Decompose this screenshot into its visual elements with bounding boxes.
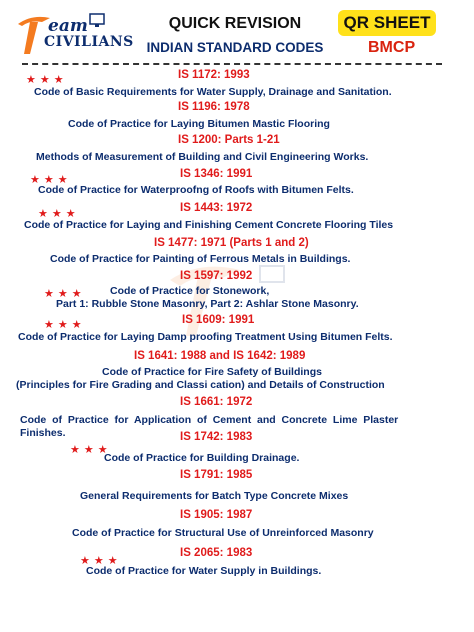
code-title-line2: (Principles for Fire Grading and Classi cation) and Details of Construction	[16, 379, 385, 391]
code-number: IS 1346: 1991	[180, 168, 253, 180]
team-civilians-logo	[12, 10, 134, 56]
code-number: IS 1905: 1987	[180, 509, 253, 521]
importance-stars: ★★★	[80, 555, 122, 567]
code-title: Code of Practice for Water Supply in Buildings.	[86, 565, 322, 577]
importance-stars: ★★★	[44, 319, 86, 331]
code-number: IS 1609: 1991	[182, 314, 255, 326]
code-title: Code of Practice for Painting of Ferrous Metals in Buildings.	[50, 253, 351, 265]
page-subtitle: INDIAN STANDARD CODES	[146, 40, 324, 55]
code-number: IS 1597: 1992	[180, 270, 253, 282]
code-title: Code of Practice for Application of Cement and Concrete Lime Plaster	[20, 414, 399, 426]
logo-text-civilians: CIVILIANS	[44, 34, 134, 50]
code-title: Code of Practice for Fire Safety of Buildings	[102, 366, 322, 378]
importance-stars: ★★★	[70, 444, 112, 456]
code-title: Code of Practice for Laying Damp proofing Treatment Using Bitumen Felts.	[18, 331, 393, 343]
code-title: Code of Practice for Waterproofng of Roofs with Bitumen Felts.	[38, 184, 354, 196]
code-number: IS 1200: Parts 1-21	[178, 134, 280, 146]
importance-stars: ★★★	[38, 208, 80, 220]
code-title: Code of Practice for Building Drainage.	[104, 452, 300, 464]
logo-text-team: eam	[48, 16, 88, 36]
page-title: QUICK REVISION	[168, 15, 302, 32]
code-title: Code of Practice for Laying and Finishing Cement Concrete Flooring Tiles	[24, 219, 394, 231]
code-number: IS 1477: 1971 (Parts 1 and 2)	[154, 237, 309, 249]
code-title: Code of Practice for Laying Bitumen Mastic Flooring	[68, 118, 330, 130]
importance-stars: ★★★	[26, 74, 68, 86]
code-number: IS 1742: 1983	[180, 431, 253, 443]
code-title-line2: Part 1: Rubble Stone Masonry, Part 2: Ashlar Stone Masonry.	[56, 298, 359, 310]
code-title: General Requirements for Batch Type Concrete Mixes	[80, 490, 349, 502]
importance-stars: ★★★	[44, 288, 86, 300]
importance-stars: ★★★	[30, 174, 72, 186]
code-number: IS 1172: 1993	[178, 69, 250, 81]
code-title: Code of Practice for Structural Use of Unreinforced Masonry	[72, 527, 374, 539]
subject-tag: BMCP	[368, 39, 416, 56]
header-divider	[22, 63, 442, 65]
code-number: IS 2065: 1983	[180, 547, 253, 559]
code-number: IS 1661: 1972	[180, 396, 253, 408]
code-title: Methods of Measurement of Building and Civil Engineering Works.	[36, 151, 369, 163]
code-number: IS 1791: 1985	[180, 469, 253, 481]
qr-sheet-badge: QR SHEET	[338, 10, 436, 36]
code-number: IS 1196: 1978	[178, 101, 250, 113]
code-title: Code of Basic Requirements for Water Supply, Drainage and Sanitation.	[34, 86, 392, 98]
code-title: Code of Practice for Stonework,	[110, 285, 270, 297]
code-number: IS 1443: 1972	[180, 202, 253, 214]
code-number: IS 1641: 1988 and IS 1642: 1989	[134, 350, 306, 362]
code-title-line2: Finishes.	[20, 427, 66, 439]
